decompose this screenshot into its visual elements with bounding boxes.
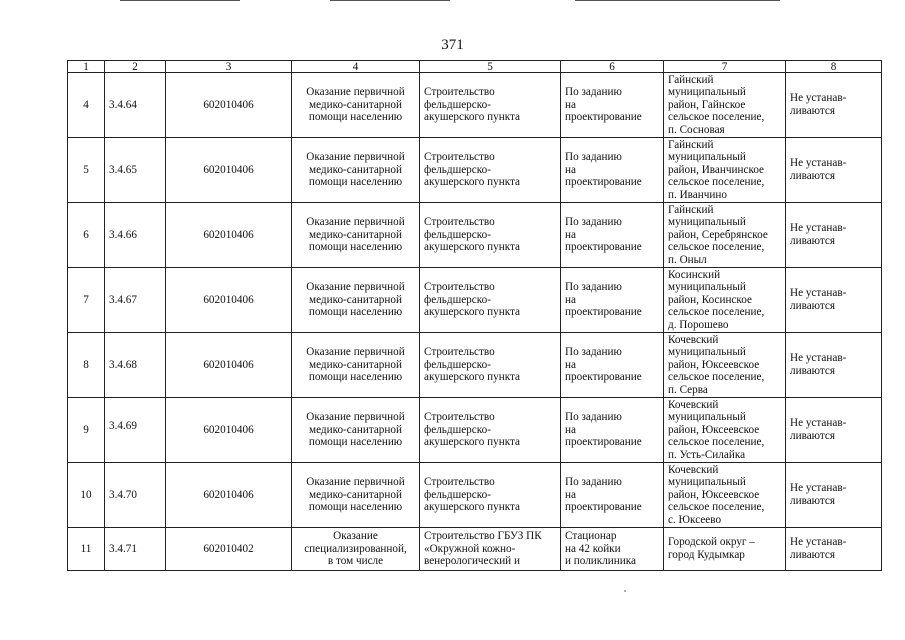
location-cell: Городской округ – город Кудымкар (664, 528, 786, 571)
row-number-cell: 4 (68, 73, 105, 138)
row-number-cell: 8 (68, 333, 105, 398)
service-cell: Оказание первичной медико-санитарной помощи населению (292, 398, 420, 463)
table-row (68, 73, 882, 138)
code-cell: 602010406 (166, 138, 292, 203)
scan-top-rule (575, 0, 780, 1)
capacity-cell: По заданию на проектирование (561, 203, 664, 268)
note-cell: Не устанав- ливаются (786, 463, 882, 528)
service-cell: Оказание первичной медико-санитарной помощи населению (292, 138, 420, 203)
service-cell: Оказание первичной медико-санитарной помощи населению (292, 73, 420, 138)
scan-top-rule (120, 0, 240, 1)
column-number: 5 (420, 61, 561, 73)
row-number-cell: 5 (68, 138, 105, 203)
location-cell: Гайнский муниципальный район, Гайнское сельское поселение, п. Сосновая (664, 73, 786, 138)
item-index-cell: 3.4.71 (105, 528, 166, 571)
row-number-cell: 6 (68, 203, 105, 268)
capacity-cell: По заданию на проектирование (561, 73, 664, 138)
row-number-cell: 7 (68, 268, 105, 333)
capacity-cell: По заданию на проектирование (561, 463, 664, 528)
item-index-cell: 3.4.64 (105, 73, 166, 138)
code-cell: 602010406 (166, 463, 292, 528)
note-cell: Не устанав- ливаются (786, 528, 882, 571)
row-number-cell: 11 (68, 528, 105, 571)
item-index-cell: 3.4.65 (105, 138, 166, 203)
column-number: 4 (292, 61, 420, 73)
item-index-cell: 3.4.69 (105, 398, 166, 463)
code-cell: 602010406 (166, 398, 292, 463)
code-cell: 602010406 (166, 268, 292, 333)
column-number: 3 (166, 61, 292, 73)
column-number-row (68, 61, 882, 73)
column-number: 1 (68, 61, 105, 73)
location-cell: Косинский муниципальный район, Косинское сельское поселение, д. Порошево (664, 268, 786, 333)
column-number: 7 (664, 61, 786, 73)
service-cell: Оказание первичной медико-санитарной помощи населению (292, 203, 420, 268)
location-cell: Кочевский муниципальный район, Юксеевское сельское поселение, п. Серва (664, 333, 786, 398)
object-cell: Строительство фельдшерско- акушерского пункта (420, 333, 561, 398)
location-cell: Кочевский муниципальный район, Юксеевское сельское поселение, с. Юксеево (664, 463, 786, 528)
note-cell: Не устанав- ливаются (786, 333, 882, 398)
code-cell: 602010406 (166, 203, 292, 268)
location-cell: Кочевский муниципальный район, Юксеевское сельское поселение, п. Усть-Силайка (664, 398, 786, 463)
table-row (68, 138, 882, 203)
table-row (68, 203, 882, 268)
note-cell: Не устанав- ливаются (786, 203, 882, 268)
object-cell: Строительство ГБУЗ ПК «Окружной кожно- венерологический и (420, 528, 561, 571)
item-index-cell: 3.4.68 (105, 333, 166, 398)
item-index-cell: 3.4.66 (105, 203, 166, 268)
object-cell: Строительство фельдшерско- акушерского пункта (420, 398, 561, 463)
row-number-cell: 9 (68, 398, 105, 463)
location-cell: Гайнский муниципальный район, Иванчинское сельское поселение, п. Иванчино (664, 138, 786, 203)
capacity-cell: Стационар на 42 койки и поликлиника (561, 528, 664, 571)
note-cell: Не устанав- ливаются (786, 73, 882, 138)
object-cell: Строительство фельдшерско- акушерского пункта (420, 268, 561, 333)
code-cell: 602010406 (166, 73, 292, 138)
page-number: 371 (441, 37, 464, 53)
column-number: 8 (786, 61, 882, 73)
capacity-cell: По заданию на проектирование (561, 398, 664, 463)
location-cell: Гайнский муниципальный район, Серебрянское сельское поселение, п. Оныл (664, 203, 786, 268)
scan-top-rule (330, 0, 450, 1)
note-cell: Не устанав- ливаются (786, 268, 882, 333)
service-cell: Оказание первичной медико-санитарной помощи населению (292, 463, 420, 528)
item-index-cell: 3.4.67 (105, 268, 166, 333)
capacity-cell: По заданию на проектирование (561, 333, 664, 398)
note-cell: Не устанав- ливаются (786, 138, 882, 203)
table-row (68, 528, 882, 571)
column-number: 2 (105, 61, 166, 73)
code-cell: 602010406 (166, 333, 292, 398)
scan-speck (624, 590, 626, 592)
object-cell: Строительство фельдшерско- акушерского пункта (420, 463, 561, 528)
table-row (68, 268, 882, 333)
capacity-cell: По заданию на проектирование (561, 138, 664, 203)
table-row (68, 463, 882, 528)
table-row (68, 398, 882, 463)
column-number: 6 (561, 61, 664, 73)
object-cell: Строительство фельдшерско- акушерского пункта (420, 138, 561, 203)
table-row (68, 333, 882, 398)
service-cell: Оказание первичной медико-санитарной помощи населению (292, 268, 420, 333)
capacity-cell: По заданию на проектирование (561, 268, 664, 333)
object-cell: Строительство фельдшерско- акушерского пункта (420, 73, 561, 138)
service-cell: Оказание первичной медико-санитарной помощи населению (292, 333, 420, 398)
object-cell: Строительство фельдшерско- акушерского пункта (420, 203, 561, 268)
item-index-cell: 3.4.70 (105, 463, 166, 528)
row-number-cell: 10 (68, 463, 105, 528)
document-table (67, 60, 882, 571)
service-cell: Оказание специализированной, в том числе (292, 528, 420, 571)
code-cell: 602010402 (166, 528, 292, 571)
note-cell: Не устанав- ливаются (786, 398, 882, 463)
